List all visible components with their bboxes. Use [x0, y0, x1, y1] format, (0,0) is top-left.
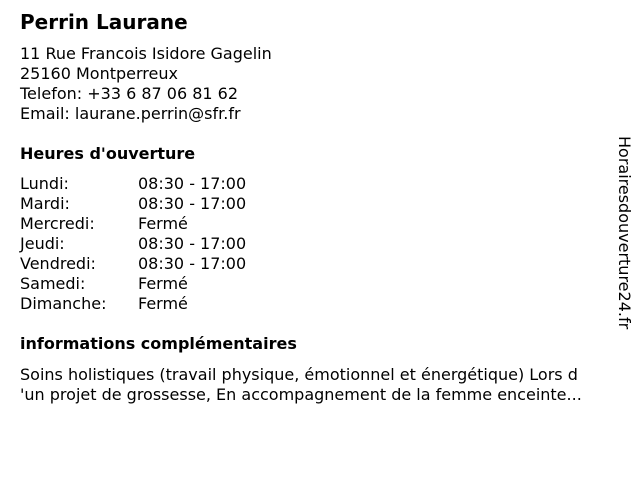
email-address: Email: laurane.perrin@sfr.fr	[20, 104, 241, 123]
business-name: Perrin Laurane	[20, 10, 188, 34]
info-heading: informations complémentaires	[20, 334, 297, 353]
day-hours: 08:30 - 17:00	[138, 254, 247, 273]
day-label: Lundi:	[20, 174, 69, 193]
hours-row-monday	[20, 174, 320, 194]
day-hours: 08:30 - 17:00	[138, 234, 247, 253]
day-label: Vendredi:	[20, 254, 96, 273]
hours-row-sunday	[20, 294, 320, 314]
day-hours: 08:30 - 17:00	[138, 194, 247, 213]
day-label: Mercredi:	[20, 214, 95, 233]
hours-row-thursday	[20, 234, 320, 254]
day-label: Mardi:	[20, 194, 70, 213]
day-hours: Fermé	[138, 294, 188, 313]
day-label: Samedi:	[20, 274, 86, 293]
day-label: Dimanche:	[20, 294, 107, 313]
phone-number: Telefon: +33 6 87 06 81 62	[20, 84, 239, 103]
info-description	[20, 365, 632, 405]
day-label: Jeudi:	[20, 234, 65, 253]
opening-hours-table	[20, 174, 320, 314]
day-hours: Fermé	[138, 274, 188, 293]
address-line-1: 11 Rue Francois Isidore Gagelin	[20, 44, 272, 63]
hours-row-wednesday	[20, 214, 320, 234]
site-watermark: Horairesdouverture24.fr	[615, 136, 634, 330]
day-hours: Fermé	[138, 214, 188, 233]
contact-block	[20, 44, 272, 124]
day-hours: 08:30 - 17:00	[138, 174, 247, 193]
description-line-1: Soins holistiques (travail physique, émotionnel et énergétique) Lors d	[20, 365, 578, 384]
address-line-2: 25160 Montperreux	[20, 64, 178, 83]
hours-heading: Heures d'ouverture	[20, 144, 196, 163]
hours-row-friday	[20, 254, 320, 274]
hours-row-tuesday	[20, 194, 320, 214]
description-line-2: 'un projet de grossesse, En accompagnement de la femme enceinte...	[20, 385, 582, 404]
hours-row-saturday	[20, 274, 320, 294]
